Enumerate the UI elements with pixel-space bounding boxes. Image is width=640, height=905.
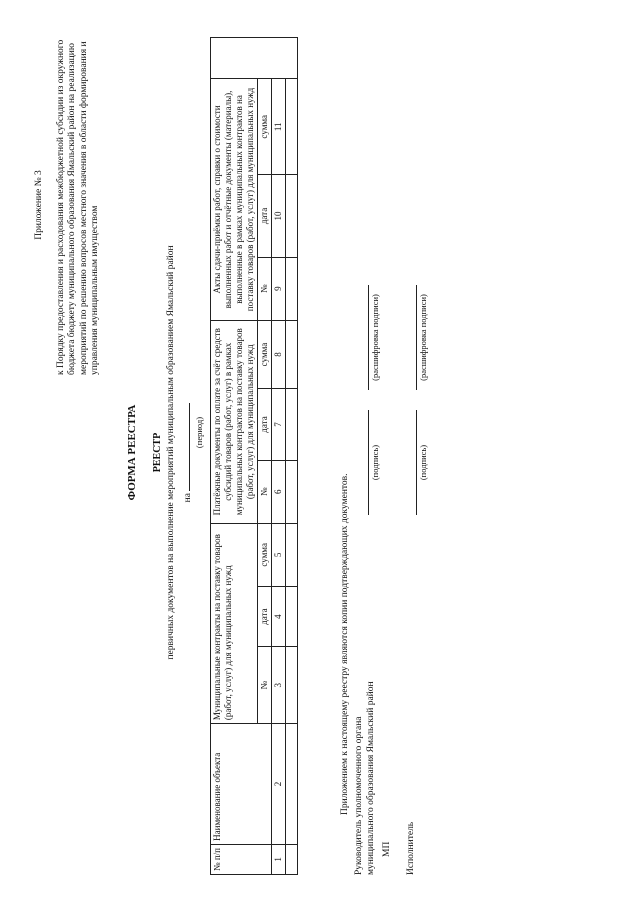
header-contracts: Муниципальные контракты на поставку товаров (работ, услуг) для муниципальных нужд <box>211 523 258 723</box>
executor-signature-line <box>416 410 417 515</box>
form-title: ФОРМА РЕЕСТРА <box>126 404 138 501</box>
column-number: 2 <box>271 724 285 845</box>
head-label-line2: муниципального образования Ямальский район <box>365 681 376 875</box>
subheader-cell: дата <box>257 389 271 460</box>
head-decode-caption: (расшифровка подписи) <box>370 294 380 381</box>
head-signature-caption: (подпись) <box>370 444 380 481</box>
seal-placeholder: МП <box>382 841 392 857</box>
subheader-cell: № <box>257 647 271 724</box>
table-cell <box>285 389 297 460</box>
executor-signature-caption: (подпись) <box>418 444 428 481</box>
executor-decode-caption: (расшифровка подписи) <box>418 294 428 381</box>
column-number: 6 <box>271 460 285 523</box>
head-decode-line <box>368 285 369 390</box>
column-number: 5 <box>271 523 285 586</box>
column-number: 4 <box>271 586 285 646</box>
signature-block <box>354 30 428 875</box>
subheader-cell: дата <box>257 586 271 646</box>
subheader-cell: сумма <box>257 79 271 175</box>
column-number-row <box>271 38 285 875</box>
table-cell <box>285 175 297 257</box>
subheader-cell: дата <box>257 175 271 257</box>
column-number: 3 <box>271 647 285 724</box>
period-prefix: на <box>183 493 193 503</box>
table-cell <box>285 79 297 175</box>
period-caption: (период) <box>194 416 204 449</box>
attachment-note: Приложением к настоящему реестру являются копии подтверждающих документов. <box>340 473 350 815</box>
subheader-cell: сумма <box>257 320 271 389</box>
column-number: 9 <box>271 257 285 320</box>
table-empty-row <box>285 38 297 875</box>
subheader-cell: № <box>257 460 271 523</box>
register-title: РЕЕСТР <box>152 432 163 473</box>
table-cell <box>285 460 297 523</box>
subheader-cell: № <box>257 257 271 320</box>
executor-label: Исполнитель <box>406 821 416 875</box>
executor-decode-line <box>416 285 417 390</box>
appendix-text: к Порядку предоставления и расходования межбюджетной субсидии из окружного бюджета бюджету муниципального образования Ямальский район на реализацию мероприятий по решению вопросов местного значения в области формирования и управления муниципальным имуществом <box>55 39 101 375</box>
table-cell <box>285 844 297 874</box>
header-acts: Акты сдачи-приёмки работ, справки о стоимости выполненных работ и отчётные документы (материалы), выполненные в рамках муниципальных контрактов на поставку товаров (работ, услуг) для муниципальных нужд <box>211 79 258 320</box>
table-cell <box>285 647 297 724</box>
head-label <box>354 615 377 875</box>
column-number: 8 <box>271 320 285 389</box>
period-blank <box>180 403 190 491</box>
empty-column <box>211 38 298 79</box>
head-signature-line <box>368 410 369 515</box>
column-number: 10 <box>271 175 285 257</box>
table-cell <box>285 523 297 586</box>
column-number: 11 <box>271 79 285 175</box>
header-object: Наименование объекта <box>211 724 272 845</box>
table-cell <box>285 257 297 320</box>
header-payments: Платёжные документы по оплате за счёт средств субсидий товаров (работ, услуг) в рамках муниципальных контрактов на поставку товаров (работ, услуг) для муниципальных нужд <box>211 320 258 523</box>
column-number: 1 <box>271 844 285 874</box>
column-number: 7 <box>271 389 285 460</box>
table-cell <box>285 724 297 845</box>
subheader-cell: сумма <box>257 523 271 586</box>
head-label-line1: Руководитель уполномоченного органа <box>354 716 364 875</box>
register-subtitle: первичных документов на выполнение мероприятий муниципальным образованием Ямальский район <box>166 245 176 660</box>
table-header-row <box>211 38 258 875</box>
rotated-content <box>30 30 428 875</box>
appendix-block <box>34 35 102 375</box>
register-table <box>210 37 298 875</box>
period-line <box>180 30 195 875</box>
header-num: № п/п <box>211 844 272 874</box>
appendix-number: Приложение № 3 <box>34 170 44 240</box>
table-cell <box>285 320 297 389</box>
table-cell <box>285 586 297 646</box>
